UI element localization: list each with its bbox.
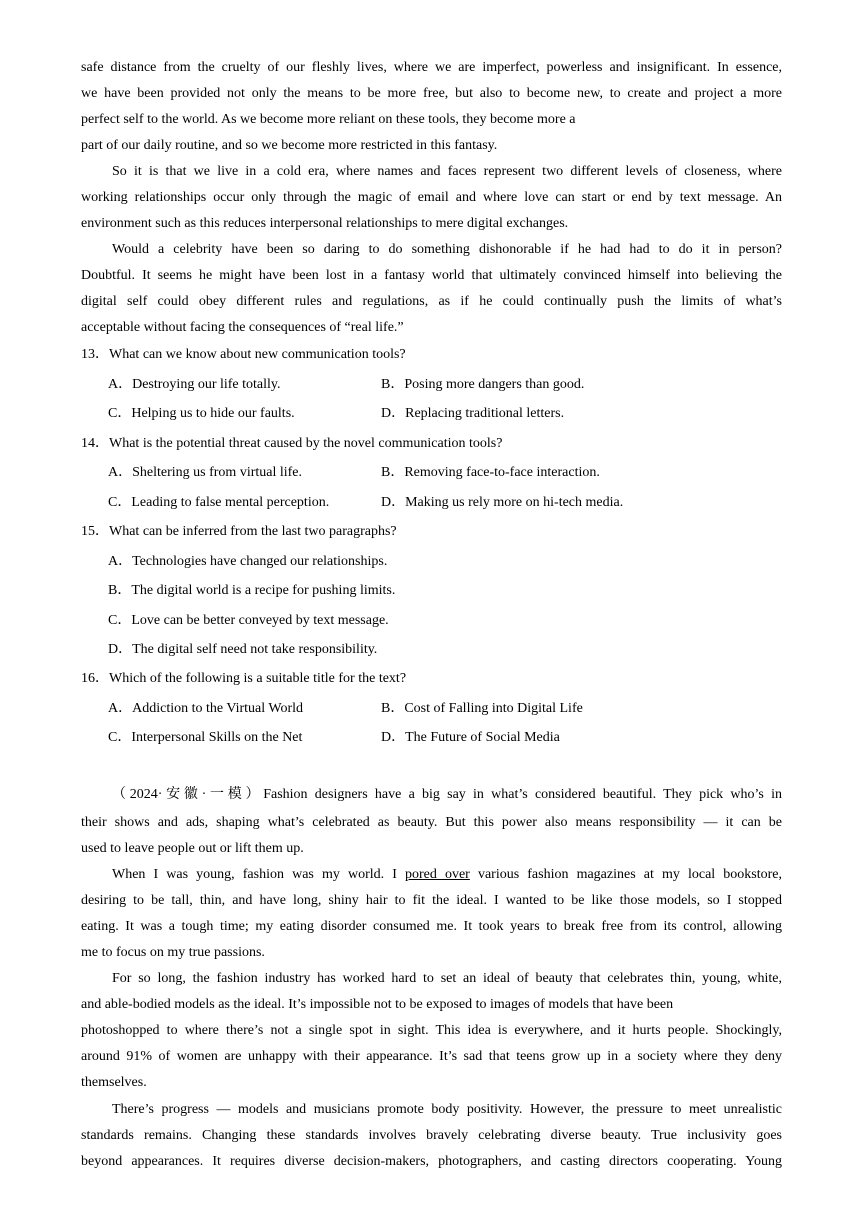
option-d: D．The Future of Social Media	[381, 730, 560, 745]
passage-line: safe distance from the cruelty of our fleshly lives, where we are imperfect, powerless and insignificant. In essence,	[81, 60, 782, 75]
passage-line: beyond appearances. It requires diverse decision-makers, photographers, and casting directors cooperating. Young	[81, 1154, 782, 1169]
option-c: C．Interpersonal Skills on the Net	[108, 730, 303, 745]
passage-line: working relationships occur only through the magic of email and where love can start or end by text message. An	[81, 190, 782, 205]
option-c: C．Helping us to hide our faults.	[108, 406, 295, 421]
option-d: D．The digital self need not take responsibility.	[108, 642, 378, 657]
passage-text: various fashion magazines at my local bookstore,	[469, 867, 782, 882]
question-stem: 15．What can be inferred from the last two paragraphs?	[81, 524, 397, 539]
passage-line: we have been provided not only the means to be more free, but also to become new, to create and project a more	[81, 86, 782, 101]
option-d: D．Making us rely more on hi-tech media.	[381, 495, 624, 510]
option-c: C．Leading to false mental perception.	[108, 495, 330, 510]
passage-line: me to focus on my true passions.	[81, 945, 265, 960]
passage-line: acceptable without facing the consequences of “real life.”	[81, 320, 404, 335]
passage-text: When I was young, fashion was my world. I	[112, 867, 405, 882]
option-a: A．Technologies have changed our relationships.	[108, 554, 388, 569]
passage-line: Would a celebrity have been so daring to do something dishonorable if he had had to do it in person?	[112, 242, 782, 257]
passage-line: For so long, the fashion industry has worked hard to set an ideal of beauty that celebrates thin, young, white,	[112, 971, 782, 986]
passage-line: used to leave people out or lift them up.	[81, 841, 304, 856]
passage-line: eating. It was a tough time; my eating disorder consumed me. It took years to break free from its control, allowing	[81, 919, 782, 934]
option-c: C．Love can be better conveyed by text message.	[108, 613, 389, 628]
source-tag: （2024·安徽·一模）	[112, 787, 264, 802]
passage-line: their shows and ads, shaping what’s celebrated as beauty. But this power also means responsibility — it can be	[81, 815, 782, 830]
passage-line	[81, 866, 782, 884]
underlined-phrase: pored over	[404, 867, 470, 882]
option-a: A．Sheltering us from virtual life.	[108, 465, 303, 480]
passage-line	[81, 786, 782, 804]
passage-line: part of our daily routine, and so we become more restricted in this fantasy.	[81, 138, 498, 153]
passage-line: perfect self to the world. As we become more reliant on these tools, they become more a	[81, 112, 576, 127]
option-a: A．Destroying our life totally.	[108, 377, 281, 392]
passage-line: and able-bodied models as the ideal. It’s impossible not to be exposed to images of models that have been	[81, 997, 674, 1012]
question-stem: 13．What can we know about new communication tools?	[81, 347, 406, 362]
passage-line: themselves.	[81, 1075, 147, 1090]
passage-line: digital self could obey different rules and regulations, as if he could continually push the limits of what’s	[81, 294, 782, 309]
option-b: B．The digital world is a recipe for pushing limits.	[108, 583, 396, 598]
passage-line: desiring to be tall, thin, and have long, shiny hair to fit the ideal. I wanted to be like those models, so I stopped	[81, 893, 782, 908]
option-b: B．Removing face-to-face interaction.	[381, 465, 600, 480]
passage-line: There’s progress — models and musicians promote body positivity. However, the pressure to meet unrealistic	[112, 1102, 782, 1117]
question-stem: 14．What is the potential threat caused by the novel communication tools?	[81, 436, 503, 451]
question-stem: 16．Which of the following is a suitable title for the text?	[81, 671, 407, 686]
passage-line: around 91% of women are unhappy with their appearance. It’s sad that teens grow up in a society where they deny	[81, 1049, 782, 1064]
option-b: B．Cost of Falling into Digital Life	[381, 701, 583, 716]
option-b: B．Posing more dangers than good.	[381, 377, 585, 392]
passage-text: Fashion designers have a big say in what’s considered beautiful. They pick who’s in	[263, 787, 782, 802]
option-d: D．Replacing traditional letters.	[381, 406, 565, 421]
passage-line: Doubtful. It seems he might have been lost in a fantasy world that ultimately convinced himself into believing the	[81, 268, 782, 283]
passage-line: So it is that we live in a cold era, where names and faces represent two different levels of closeness, where	[112, 164, 782, 179]
passage-line: standards remains. Changing these standards involves bravely celebrating diverse beauty. True inclusivity goes	[81, 1128, 782, 1143]
passage-line: photoshopped to where there’s not a single spot in sight. This idea is everywhere, and it hurts people. Shockingly,	[81, 1023, 782, 1038]
passage-line: environment such as this reduces interpersonal relationships to mere digital exchanges.	[81, 216, 569, 231]
option-a: A．Addiction to the Virtual World	[108, 701, 304, 716]
